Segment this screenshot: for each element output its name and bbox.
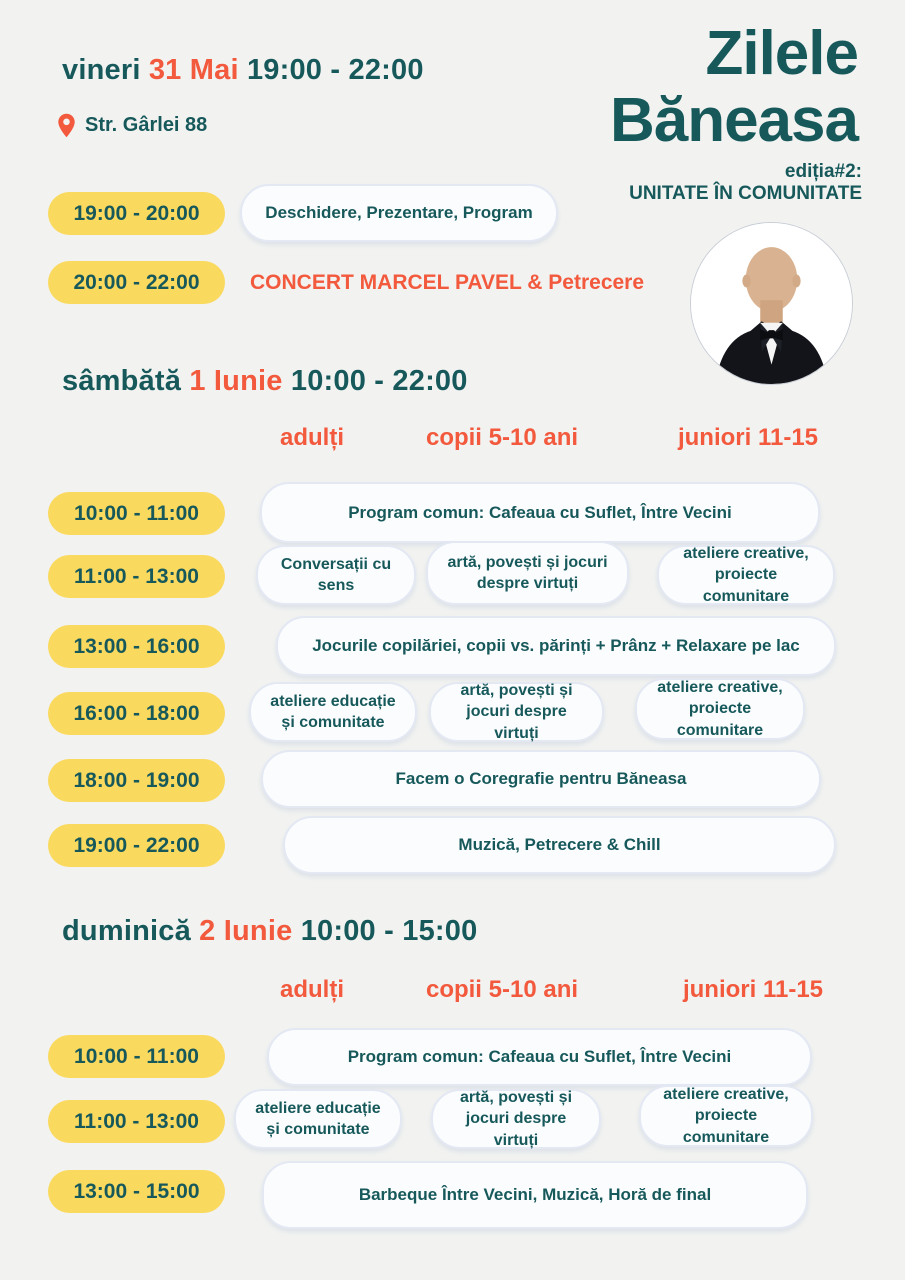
column-header-adults: adulți: [280, 424, 344, 451]
poster-title-line2: Băneasa: [609, 86, 858, 155]
event-box-kids: artă, povești și jocuri despre virtuți: [431, 1089, 601, 1149]
event-box-juniors: ateliere creative, proiecte comunitare: [639, 1085, 813, 1147]
friday-date: 31 Mai: [148, 54, 239, 86]
time-pill: 16:00 - 18:00: [48, 692, 225, 735]
event-box: Deschidere, Prezentare, Program: [240, 184, 558, 242]
event-box: Program comun: Cafeaua cu Suflet, Între Vecini: [260, 482, 820, 543]
event-box: Jocurile copilăriei, copii vs. părinți + Prânz + Relaxare pe lac: [276, 616, 836, 676]
time-pill: 10:00 - 11:00: [48, 1035, 225, 1078]
column-header-adults: adulți: [280, 976, 344, 1003]
marcel-pavel-photo: [690, 222, 853, 385]
time-pill: 20:00 - 22:00: [48, 261, 225, 304]
column-header-juniors: juniori 11-15: [682, 976, 824, 1003]
column-header-kids: copii 5-10 ani: [425, 976, 579, 1003]
event-box-juniors: ateliere creative, proiecte comunitare: [635, 678, 805, 740]
tagline: UNITATE ÎN COMUNITATE: [629, 183, 862, 204]
time-pill: 11:00 - 13:00: [48, 1100, 225, 1143]
event-box-juniors: ateliere creative, proiecte comunitare: [657, 545, 835, 605]
event-box-adults: ateliere educație și comunitate: [249, 682, 417, 742]
portrait-illustration: [691, 223, 852, 384]
event-box: Muzică, Petrecere & Chill: [283, 816, 836, 874]
friday-day: vineri: [62, 54, 141, 86]
column-header-kids: copii 5-10 ani: [425, 424, 579, 451]
event-box: Program comun: Cafeaua cu Suflet, Între Vecini: [267, 1028, 812, 1086]
sunday-heading: [62, 915, 477, 948]
sunday-day: duminică: [62, 915, 191, 947]
saturday-date: 1 Iunie: [189, 365, 283, 397]
concert-headline: CONCERT MARCEL PAVEL & Petrecere: [250, 270, 645, 294]
event-box-adults: ateliere educație și comunitate: [234, 1089, 402, 1149]
sunday-hours: 10:00 - 15:00: [300, 915, 478, 947]
location: [57, 113, 207, 138]
column-header-juniors: juniori 11-15: [677, 424, 819, 451]
edition-label: ediția#2:: [784, 161, 862, 182]
event-box-kids: artă, povești și jocuri despre virtuți: [426, 541, 629, 605]
sunday-date: 2 Iunie: [199, 915, 293, 947]
poster-title-line1: Zilele: [705, 19, 858, 88]
friday-heading: [62, 54, 424, 87]
time-pill: 18:00 - 19:00: [48, 759, 225, 802]
time-pill: 10:00 - 11:00: [48, 492, 225, 535]
event-box: Barbeque Între Vecini, Muzică, Horă de final: [262, 1161, 808, 1229]
event-box-adults: Conversații cu sens: [256, 545, 416, 605]
friday-hours: 19:00 - 22:00: [246, 54, 424, 86]
time-pill: 19:00 - 20:00: [48, 192, 225, 235]
time-pill: 19:00 - 22:00: [48, 824, 225, 867]
poster-title: [610, 20, 858, 154]
saturday-heading: [62, 365, 468, 398]
location-text: Str. Gârlei 88: [85, 114, 208, 136]
time-pill: 11:00 - 13:00: [48, 555, 225, 598]
edition-block: [629, 161, 862, 205]
saturday-hours: 10:00 - 22:00: [290, 365, 468, 397]
map-pin-icon: [57, 113, 76, 138]
time-pill: 13:00 - 15:00: [48, 1170, 225, 1213]
saturday-day: sâmbătă: [62, 365, 182, 397]
time-pill: 13:00 - 16:00: [48, 625, 225, 668]
event-box: Facem o Coregrafie pentru Băneasa: [261, 750, 821, 808]
event-box-kids: artă, povești și jocuri despre virtuți: [429, 682, 604, 742]
